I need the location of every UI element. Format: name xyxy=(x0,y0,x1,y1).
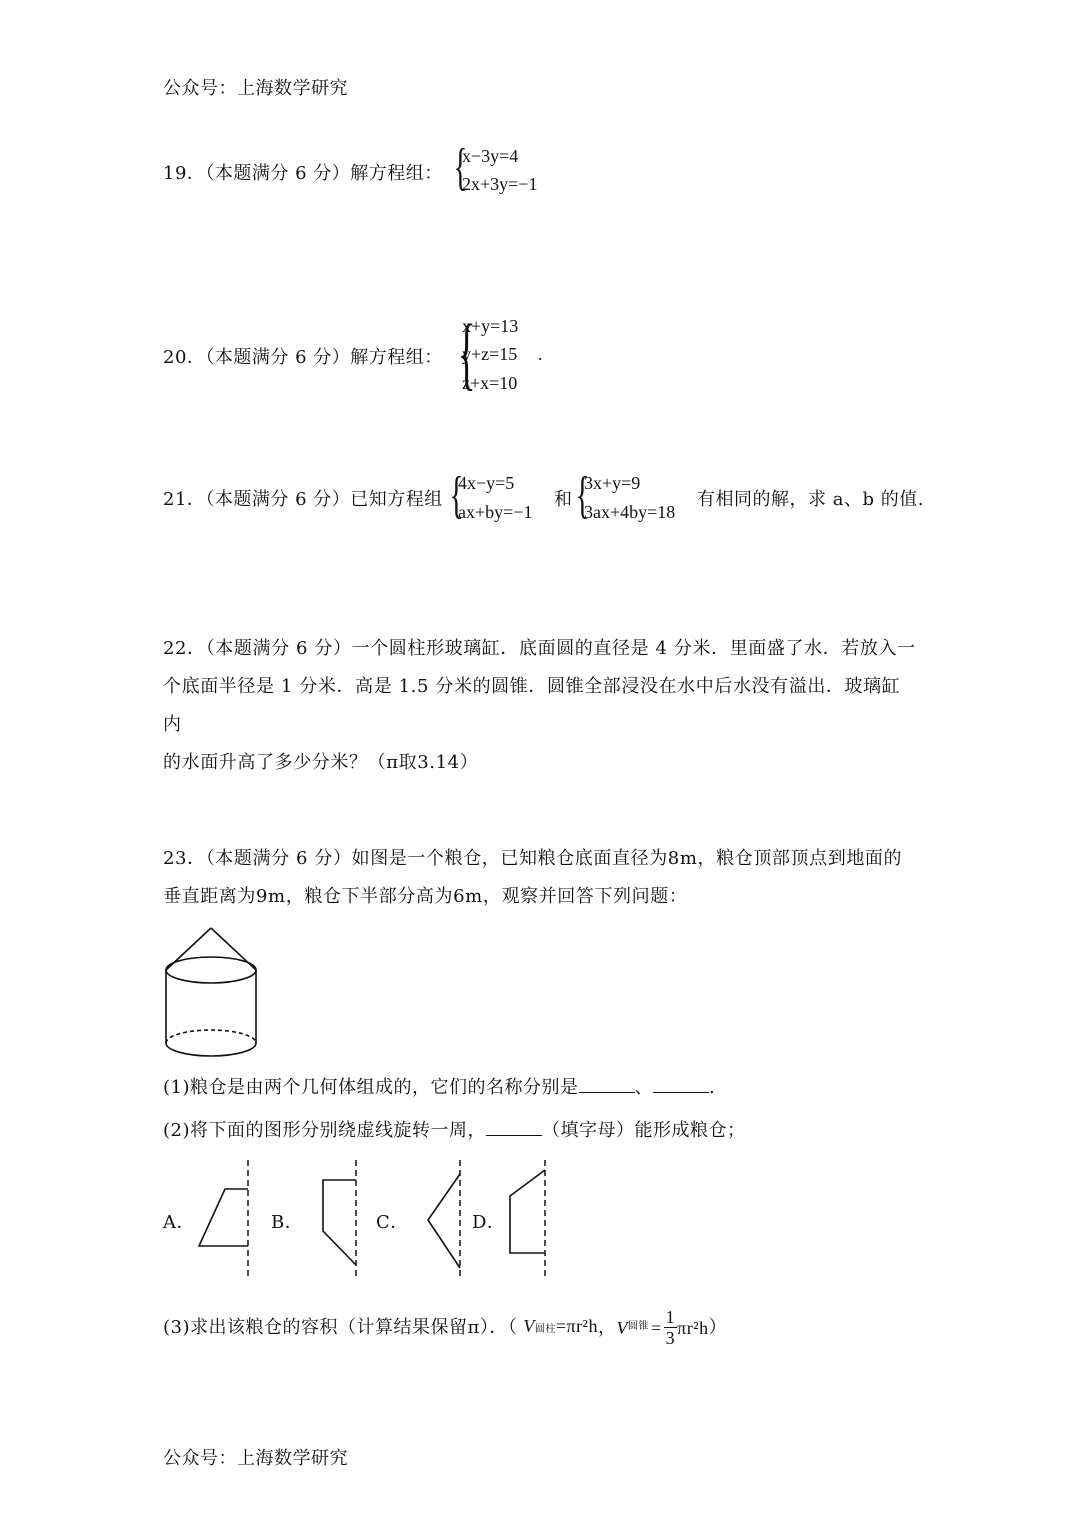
separator: 、 xyxy=(634,1077,653,1098)
part-2 xyxy=(163,1117,746,1144)
question-number: 19． xyxy=(163,163,206,184)
part-2-prompt: (2)将下面的图形分别绕虚线旋转一周， xyxy=(163,1120,486,1141)
fraction-denominator: 3 xyxy=(665,1328,676,1348)
fraction-one-third xyxy=(664,1307,678,1348)
question-tail: 有相同的解，求 a、b 的值. xyxy=(697,489,924,510)
question-prompt: （本题满分 6 分）解方程组： xyxy=(205,347,443,368)
text-line: 个底面半径是 1 分米．高是 1.5 分米的圆锥．圆锥全部浸没在水中后水没有溢出．玻璃缸内 xyxy=(163,676,901,735)
option-d-label: D． xyxy=(472,1212,506,1233)
equation-brace: { xyxy=(575,467,590,524)
question-number: 21． xyxy=(163,489,206,510)
equation-period: . xyxy=(538,344,543,364)
equals-sign: = xyxy=(650,1317,662,1338)
granary-figure xyxy=(160,925,264,1060)
system2-equation-1: 3x+y=9 xyxy=(584,473,641,493)
part-3 xyxy=(163,1307,727,1348)
question-number: 20． xyxy=(163,347,206,368)
answer-blank-3[interactable] xyxy=(486,1117,542,1136)
question-22 xyxy=(163,630,918,782)
conjunction-and: 和 xyxy=(554,489,573,510)
question-19 xyxy=(163,161,443,187)
page-footer: 公众号：上海数学研究 xyxy=(163,1448,348,1469)
equation-2: y+z=15 xyxy=(462,344,518,364)
option-b-shape xyxy=(318,1158,362,1282)
text-line: 23．（本题满分 6 分）如图是一个粮仓，已知粮仓底面直径为8m，粮仓顶部顶点到地面的 xyxy=(163,848,903,869)
page-header: 公众号：上海数学研究 xyxy=(163,78,348,99)
equation-2: 2x+3y=−1 xyxy=(462,174,538,194)
part-3-prompt: (3)求出该粮仓的容积（计算结果保留π）．（ xyxy=(163,1316,518,1338)
part-1-prompt: (1)粮仓是由两个几何体组成的，它们的名称分别是 xyxy=(163,1077,579,1098)
cone-rhs: πr²h xyxy=(677,1317,709,1338)
system1-equation-1: 4x−y=5 xyxy=(458,473,515,493)
answer-blank-2[interactable] xyxy=(653,1074,709,1093)
v-symbol: V xyxy=(523,1315,535,1336)
equation-brace: { xyxy=(457,307,476,398)
period: . xyxy=(709,1077,716,1098)
formula-separator: ， xyxy=(597,1316,617,1338)
cone-volume-formula xyxy=(616,1307,708,1348)
option-b-label: B． xyxy=(271,1212,304,1233)
question-prompt: （本题满分 6 分）已知方程组 xyxy=(205,489,443,510)
equation-1: x−3y=4 xyxy=(462,146,519,166)
question-23 xyxy=(163,840,918,916)
fraction-numerator: 1 xyxy=(665,1307,676,1327)
part-1 xyxy=(163,1074,715,1101)
cone-subscript: 圆锥 xyxy=(627,1321,649,1332)
equation-brace: { xyxy=(449,467,464,524)
system1-equation-2: ax+by=−1 xyxy=(458,502,533,522)
text-line: 22．（本题满分 6 分）一个圆柱形玻璃缸．底面圆的直径是 4 分米．里面盛了水．若放入一 xyxy=(163,638,916,659)
cylinder-rhs: =πr²h xyxy=(555,1315,598,1336)
v-symbol: V xyxy=(616,1317,628,1338)
question-20 xyxy=(163,345,443,371)
part-2-suffix: （填字母）能形成粮仓； xyxy=(542,1120,746,1141)
cylinder-volume-formula xyxy=(523,1313,598,1343)
cylinder-subscript: 圆柱 xyxy=(534,1323,556,1335)
text-line: 的水面升高了多少分米？（π取3.14） xyxy=(163,752,479,773)
option-c-shape xyxy=(420,1158,466,1282)
option-d-shape xyxy=(505,1158,551,1282)
equation-brace: { xyxy=(453,139,468,196)
option-c-label: C． xyxy=(376,1212,409,1233)
question-21 xyxy=(163,487,443,513)
question-prompt: （本题满分 6 分）解方程组： xyxy=(205,163,443,184)
option-a-label: A． xyxy=(163,1212,195,1233)
closing-paren: ） xyxy=(708,1316,728,1338)
text-line: 垂直距离为9m，粮仓下半部分高为6m，观察并回答下列问题： xyxy=(163,886,688,907)
system2-equation-2: 3ax+4by=18 xyxy=(584,502,676,522)
equation-3: z+x=10 xyxy=(462,373,518,393)
equation-1: x+y=13 xyxy=(462,316,519,336)
answer-blank-1[interactable] xyxy=(579,1074,635,1093)
option-a-shape xyxy=(190,1158,254,1282)
